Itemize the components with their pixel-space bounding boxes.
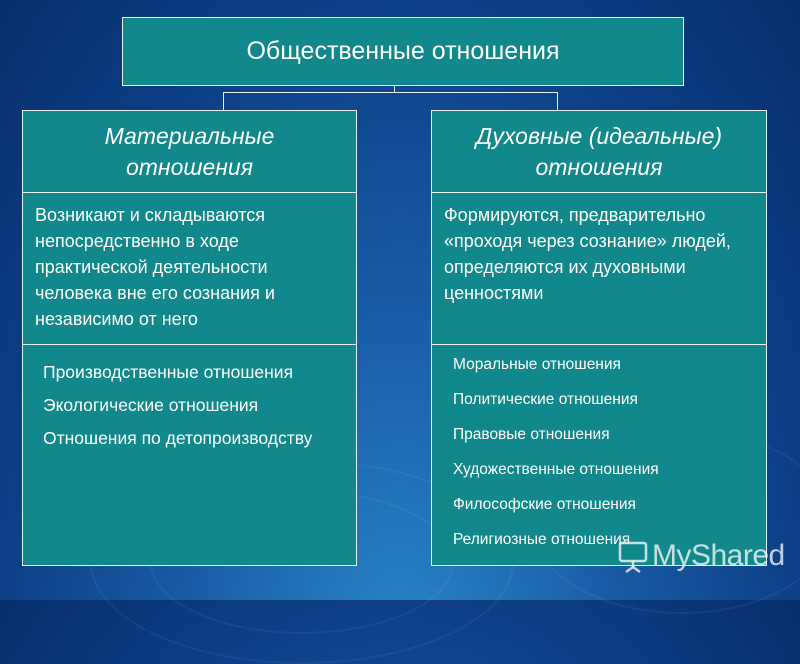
list-item: Экологические отношения [43,395,259,415]
list-item: Философские отношения [453,496,636,513]
list-item: Политические отношения [453,391,638,408]
spiritual-heading-box [431,110,767,193]
spiritual-heading: Духовные (идеальные) отношения [475,122,723,180]
connector-right-drop [557,92,558,110]
list-item: Моральные отношения [453,356,621,373]
list-item: Религиозные отношения [453,531,631,548]
material-description-box [22,192,357,345]
list-item: Отношения по детопроизводству [43,428,313,448]
title-box [122,17,684,86]
diagram-title: Общественные отношения [246,37,560,65]
material-heading: Материальные отношения [104,122,275,180]
list-item: Художественные отношения [453,461,659,478]
list-item: Правовые отношения [453,426,610,443]
connector-left-drop [223,92,224,110]
material-description: Возникают и складываются непосредственно в ходе практической деятельности человека вне его сознания и независимо от него [35,205,275,329]
presentation-icon [618,539,648,573]
spiritual-description-box [431,192,767,345]
watermark-logo [618,536,786,576]
spiritual-list-box [431,344,767,566]
list-item: Производственные отношения [43,362,294,382]
spiritual-description: Формируются, предварительно «проходя через сознание» людей, определяются их духовными ценностями [444,205,731,303]
material-list-box [22,344,357,566]
material-heading-box [22,110,357,193]
connector-horizontal [223,92,558,93]
watermark-text: MyShared [652,539,785,572]
